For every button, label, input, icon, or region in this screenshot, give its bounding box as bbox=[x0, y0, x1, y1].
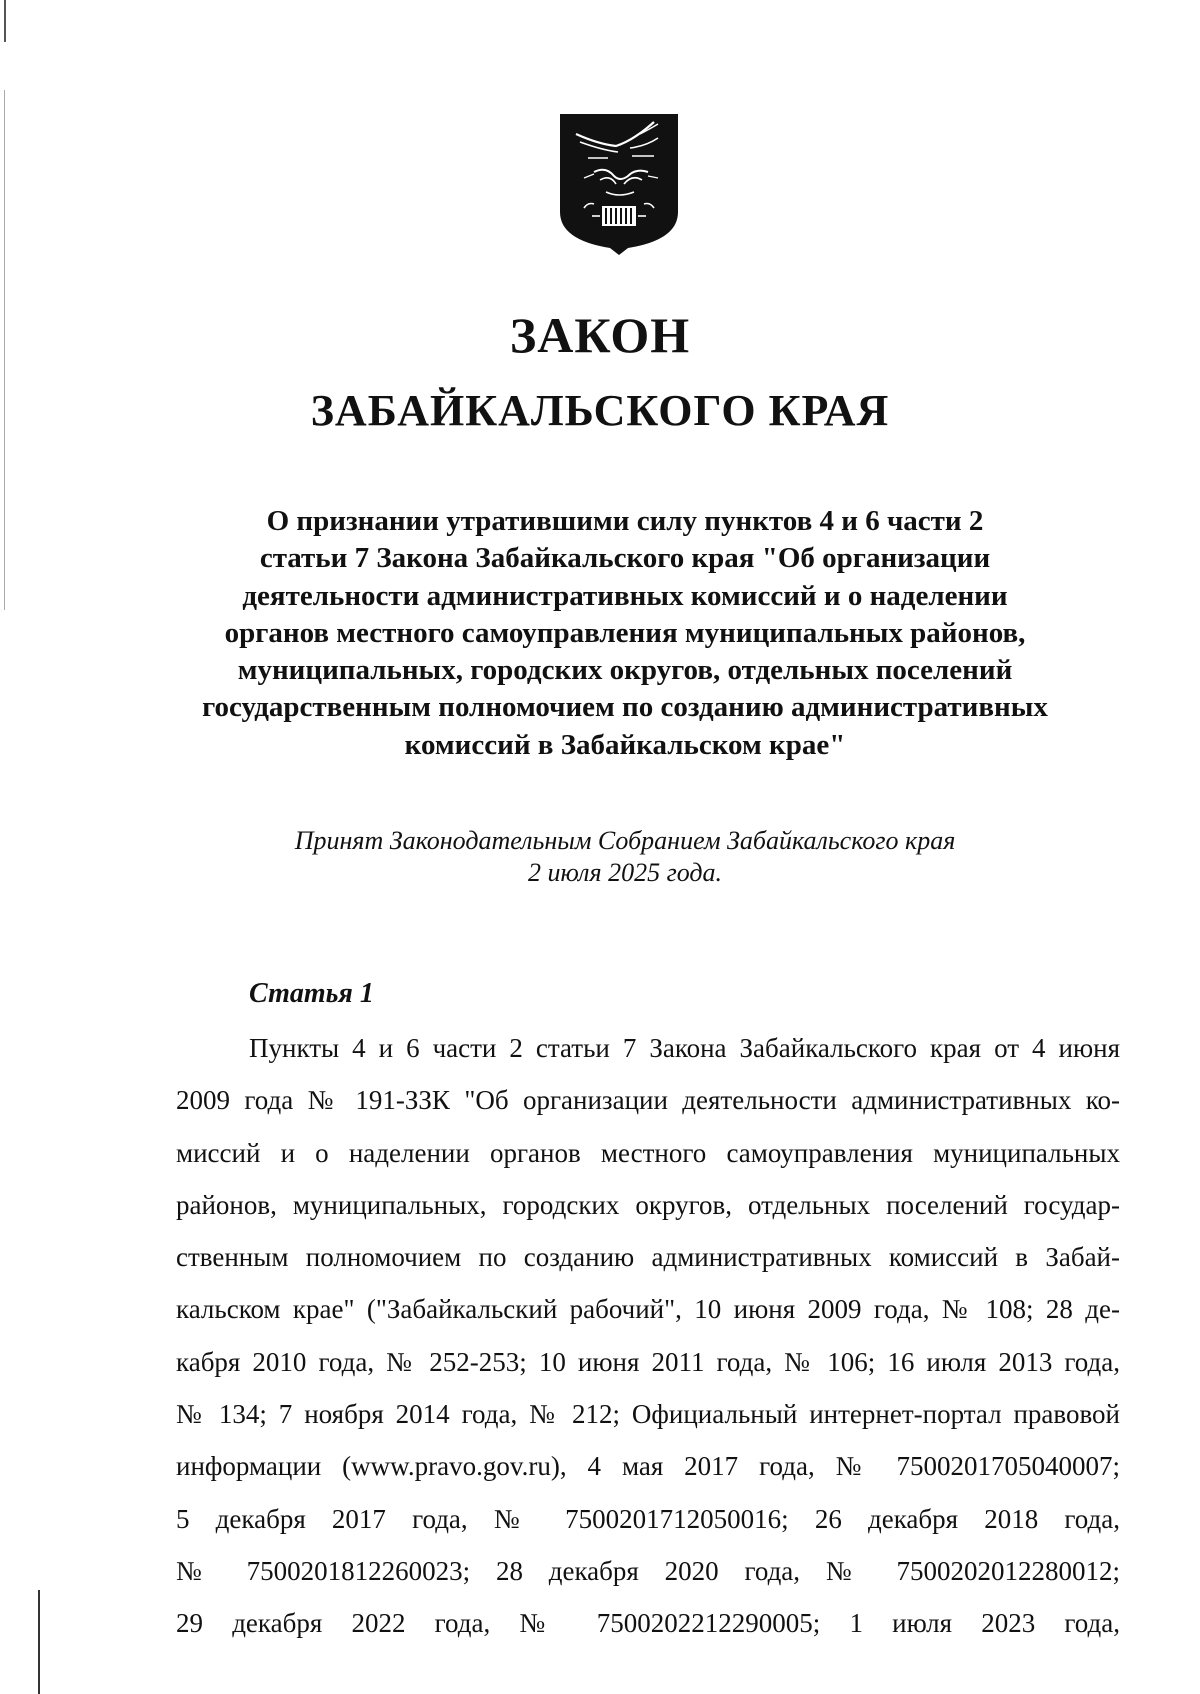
body-line: Пункты 4 и 6 части 2 статьи 7 Закона Забайкальского края от 4 июня bbox=[249, 1033, 1120, 1063]
subject-line: муниципальных, городских округов, отдельных поселений bbox=[237, 654, 1013, 687]
scan-artifact-line bbox=[4, 0, 6, 42]
body-line: информации (www.pravo.gov.ru), 4 мая 2017 года, № 7500201705040007; bbox=[176, 1451, 1120, 1482]
body-line: миссий и о наделении органов местного самоуправления муниципальных bbox=[176, 1137, 1120, 1168]
body-line: ственным полномочием по созданию административных комиссий в Забай- bbox=[176, 1242, 1120, 1273]
body-line: 5 декабря 2017 года, № 7500201712050016; 26 декабря 2018 года, bbox=[176, 1503, 1120, 1534]
adoption-note bbox=[150, 825, 1100, 889]
body-line: № 7500201812260023; 28 декабря 2020 года, № 7500202012280012; bbox=[176, 1555, 1120, 1586]
adoption-line: Принят Законодательным Собранием Забайкальского края bbox=[294, 826, 956, 855]
subject-line: О признании утратившими силу пунктов 4 и 6 части 2 bbox=[266, 505, 984, 537]
body-line: № 134; 7 ноября 2014 года, № 212; Официальный интернет-портал правовой bbox=[176, 1399, 1120, 1430]
scan-artifact-line bbox=[38, 1590, 40, 1694]
region-title: ЗАБАЙКАЛЬСКОГО КРАЯ bbox=[310, 386, 890, 435]
body-line: районов, муниципальных, городских округов, отдельных поселений государ- bbox=[176, 1189, 1120, 1220]
body-line: 29 декабря 2022 года, № 7500202212290005; 1 июля 2023 года, bbox=[176, 1608, 1120, 1639]
subject-line: статьи 7 Закона Забайкальского края "Об организации bbox=[259, 542, 991, 575]
adoption-date: 2 июля 2025 года. bbox=[527, 858, 723, 887]
law-title: ЗАКОН bbox=[509, 307, 691, 363]
article-heading: Статья 1 bbox=[249, 978, 374, 1009]
law-subject bbox=[150, 503, 1100, 764]
body-line: 2009 года № 191-ЗЗК "Об организации деятельности административных ко- bbox=[176, 1085, 1120, 1116]
coat-of-arms-icon bbox=[558, 112, 680, 257]
subject-line: деятельности административных комиссий и о наделении bbox=[242, 579, 1008, 612]
article-body bbox=[176, 1022, 1120, 1650]
subject-line: комиссий в Забайкальском крае" bbox=[404, 728, 846, 761]
body-line: кальском крае" ("Забайкальский рабочий", 10 июня 2009 года, № 108; 28 де- bbox=[176, 1294, 1120, 1325]
subject-line: органов местного самоуправления муниципальных районов, bbox=[224, 616, 1026, 649]
body-line: кабря 2010 года, № 252-253; 10 июня 2011 года, № 106; 16 июля 2013 года, bbox=[176, 1346, 1120, 1377]
subject-line: государственным полномочием по созданию административных bbox=[202, 691, 1048, 724]
